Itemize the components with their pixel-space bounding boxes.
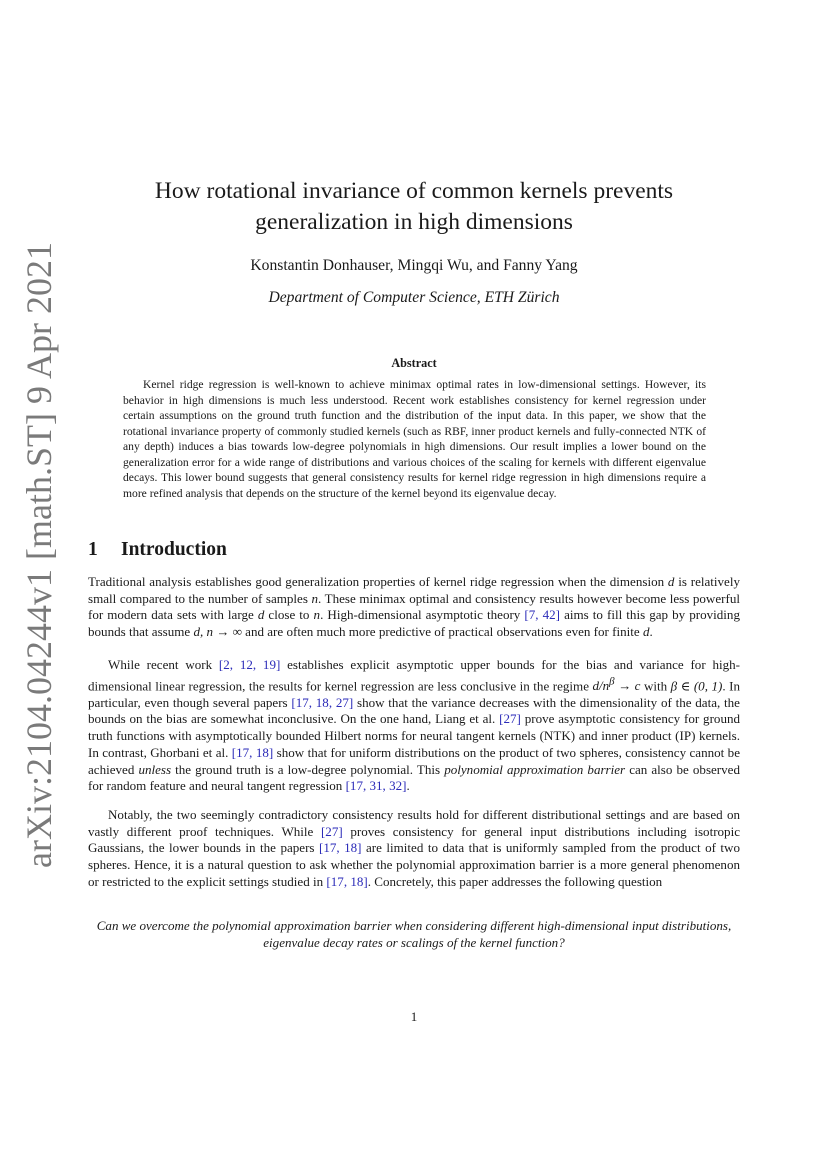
- citation-link[interactable]: [7, 42]: [524, 607, 560, 623]
- paper-title: [100, 176, 728, 238]
- emphasis: unless: [138, 761, 172, 777]
- citation-link[interactable]: [17, 18]: [326, 873, 368, 889]
- text-run: close to: [264, 607, 314, 623]
- math-variable: n: [313, 607, 321, 623]
- text-run: proves consistency for general input distributions including isotropic Gaussians, the lower bounds in the papers: [88, 823, 740, 856]
- text-run: Notably, the two seemingly contradictory consistency results hold for different distributional settings and are based on vastly different proof techniques. While: [88, 807, 740, 839]
- text-run: are limited to data that is uniformly sampled from the product of two spheres. Hence, it is a natural question to ask whether the polynomial approximation barrier is a more general phenomenon or restricted to the explicit settings studied in: [88, 840, 740, 889]
- citation-link[interactable]: [17, 31, 32]: [345, 778, 407, 794]
- math-variable: n: [311, 590, 319, 606]
- emphasis: polynomial approximation barrier: [444, 761, 626, 777]
- text-run: Traditional analysis establishes good generalization properties of kernel ridge regression when the dimension: [88, 574, 665, 589]
- text-run: .: [649, 624, 653, 640]
- citation-link[interactable]: [27]: [499, 711, 521, 727]
- title-line-1: How rotational invariance of common kernels prevents: [154, 178, 674, 204]
- text-run: aims to fill this gap by providing bounds that assume: [88, 607, 740, 640]
- research-question: Can we overcome the polynomial approximation barrier when considering different high-dimensional input distributions, eigenvalue decay rates or scalings of the kernel function?: [96, 918, 732, 950]
- math-variable: d: [667, 574, 675, 589]
- citation-link[interactable]: [17, 18]: [231, 744, 274, 760]
- math-expression: d, n → ∞: [193, 624, 242, 640]
- math-variable: d: [257, 607, 265, 623]
- abstract-text: Kernel ridge regression is well-known to achieve minimax optimal rates in low-dimensional settings. However, its behavior in high dimensions is much less understood. Recent work establishes consistency for kernel regression under certain assumptions on the ground truth function and the distribution of the input data. In this paper, we show that the rotational invariance property of commonly studied kernels (such as RBF, inner product kernels and fully-connected NTK of any depth) induces a bias towards low-degree polynomials in high dimensions. Our result implies a lower bound on the generalization error for a wide range of distributions and various choices of the scaling for kernels with different eigenvalue decays. This lower bound suggests that general consistency results for kernel ridge regression in high dimensions require a more refined analysis that depends on the structure of the kernel beyond its eigenvalue decay.: [123, 378, 706, 500]
- math-part: → c: [614, 678, 641, 694]
- text-run: with: [640, 678, 671, 694]
- math-superscript: β: [609, 675, 615, 688]
- intro-paragraph-1: [88, 574, 740, 641]
- text-run: . High-dimensional asymptotic theory: [320, 607, 525, 623]
- page-number: 1: [410, 1009, 418, 1024]
- section-heading-introduction: [88, 537, 740, 563]
- citation-link[interactable]: [17, 18]: [318, 840, 362, 856]
- text-run: .: [406, 778, 410, 794]
- text-run: While recent work: [108, 657, 219, 672]
- text-run: prove asymptotic consistency for ground truth functions with asymptotically bounded Hilbert norms for neural tangent kernels (NTK) and inner product (IP) kernels. In contrast, Ghorbani et al.: [88, 711, 741, 760]
- text-run: is relatively small compared to the number of samples: [88, 574, 740, 606]
- math-expression: [592, 675, 641, 694]
- math-variable: d: [642, 624, 650, 640]
- text-run: show that the variance decreases with the dimensionality of the data, the bounds on the bias are somewhat inconclusive. On the one hand, Liang et al.: [88, 694, 740, 727]
- citation-link[interactable]: [27]: [320, 823, 343, 839]
- intro-paragraph-3: [88, 807, 740, 891]
- section-number: 1: [88, 539, 98, 560]
- arxiv-identifier-stamp[interactable]: arXiv:2104.04244v1 [math.ST] 9 Apr 2021: [19, 242, 59, 868]
- author-affiliation: Department of Computer Science, ETH Zürich: [268, 289, 560, 306]
- text-run: and are often much more predictive of practical observations even for finite: [241, 624, 643, 640]
- text-run: the ground truth is a low-degree polynomial. This: [171, 761, 445, 777]
- text-run: establishes explicit asymptotic upper bounds for the bias and variance for high-dimensional linear regression, the results for kernel regression are less conclusive in the regime: [88, 657, 741, 694]
- citation-link[interactable]: [17, 18, 27]: [291, 694, 354, 710]
- text-run: can also be observed for random feature and neural tangent regression: [88, 761, 740, 794]
- intro-paragraph-2: [88, 657, 740, 795]
- text-run: . These minimax optimal and consistency results however become less powerful for modern data sets with large: [88, 590, 740, 623]
- abstract-heading: Abstract: [391, 356, 437, 370]
- author-list: Konstantin Donhauser, Mingqi Wu, and Fanny Yang: [250, 257, 578, 274]
- text-run: . Concretely, this paper addresses the following question: [367, 873, 663, 889]
- math-part: d/n: [592, 678, 610, 694]
- section-title: Introduction: [121, 539, 227, 560]
- text-run: . In particular, even though several papers: [88, 678, 740, 710]
- math-expression: β ∈ (0, 1): [670, 678, 723, 694]
- text-run: show that for uniform distributions on the product of two spheres, consistency cannot be achieved: [88, 744, 740, 777]
- title-line-2: generalization in high dimensions: [255, 209, 573, 235]
- citation-link[interactable]: [2, 12, 19]: [218, 657, 281, 672]
